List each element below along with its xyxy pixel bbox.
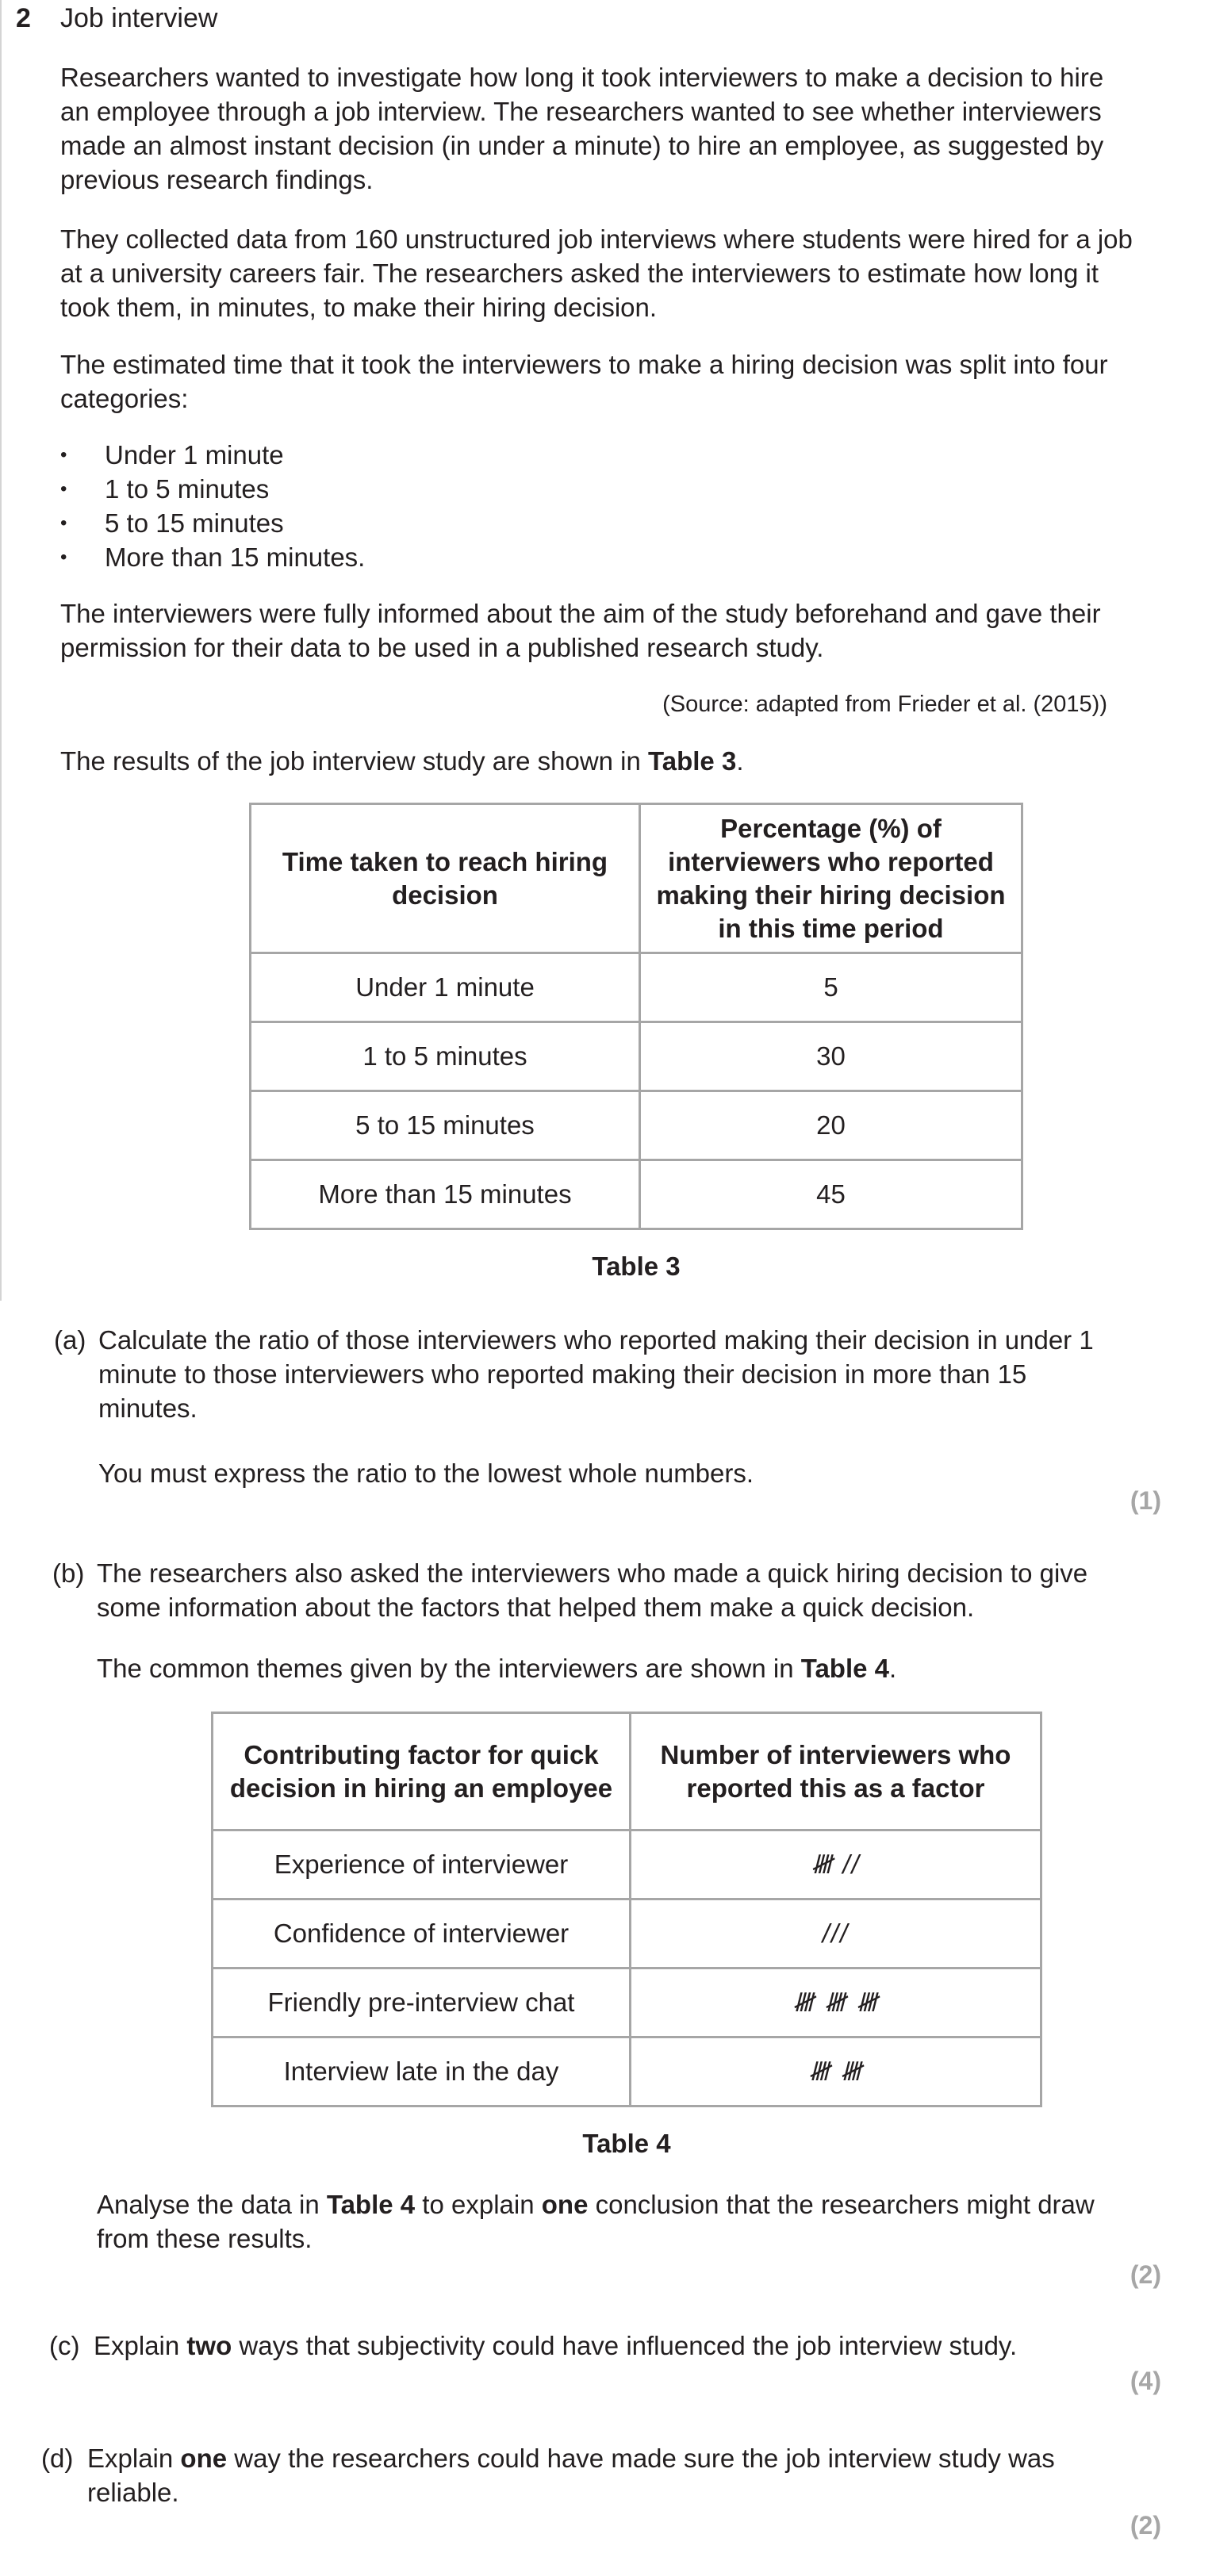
tally-marks: 𝍸 // <box>631 1830 1041 1899</box>
table-row: 5 to 15 minutes 20 <box>251 1091 1022 1160</box>
table-row: Experience of interviewer 𝍸 // <box>213 1830 1041 1899</box>
part-d-label: (d) <box>41 2444 74 2473</box>
table-4-caption: Table 4 <box>582 2129 671 2158</box>
table-row: Friendly pre-interview chat 𝍸 𝍸 𝍸 <box>213 1968 1041 2037</box>
part-a <box>54 1323 1117 1425</box>
list-item: • 5 to 15 minutes <box>60 506 365 540</box>
part-a-text: Calculate the ratio of those interviewers who reported making their decision in under 1 minute to those interviewers who reported making their decision in more than 15 minutes. <box>98 1325 1094 1423</box>
part-b-text: The researchers also asked the interviewers who made a quick hiring decision to give some information about the factors that helped them make a quick decision. <box>97 1558 1088 1622</box>
results-intro: The results of the job interview study are shown in Table 3. <box>60 746 744 776</box>
part-b <box>52 1556 1115 1624</box>
part-a-marks: (1) <box>1130 1486 1161 1515</box>
question-number: 2 <box>16 3 31 33</box>
tally-marks: /// <box>631 1899 1041 1968</box>
table-row: Under 1 minute 5 <box>251 953 1022 1022</box>
part-d-marks: (2) <box>1130 2511 1161 2540</box>
part-c-marks: (4) <box>1130 2367 1161 2395</box>
table-3-caption: Table 3 <box>592 1252 681 1281</box>
part-a-instruction: You must express the ratio to the lowest whole numbers. <box>98 1459 754 1488</box>
table-row: More than 15 minutes 45 <box>251 1160 1022 1229</box>
part-b-label: (b) <box>52 1558 85 1588</box>
tally-marks: 𝍸 𝍸 𝍸 <box>631 1968 1041 2037</box>
table-3-header-percentage: Percentage (%) of interviewers who reported making their hiring decision in this time period <box>640 804 1022 953</box>
part-d <box>41 2441 1072 2509</box>
table-4-header-factor: Contributing factor for quick decision in hiring an employee <box>213 1713 631 1830</box>
list-item: • 1 to 5 minutes <box>60 472 365 506</box>
intro-paragraph-1: Researchers wanted to investigate how long it took interviewers to make a decision to hire an employee through a job interview. The researchers wanted to see whether interviewers made an almost instant decision (in under a minute) to hire an employee, as suggested by previous research findings. <box>60 63 1104 194</box>
table-row: 1 to 5 minutes 30 <box>251 1022 1022 1091</box>
part-b-marks: (2) <box>1130 2260 1161 2289</box>
intro-paragraph-3: The estimated time that it took the interviewers to make a hiring decision was split into four categories: <box>60 350 1108 413</box>
table-row: Confidence of interviewer /// <box>213 1899 1041 1968</box>
table-4 <box>211 1712 1042 2107</box>
intro-paragraph-2: They collected data from 160 unstructured job interviews where students were hired for a job at a university careers fair. The researchers asked the interviewers to estimate how long it took them, in minutes, to make their hiring decision. <box>60 224 1133 322</box>
source-citation: (Source: adapted from Frieder et al. (2015)) <box>662 692 1107 717</box>
table-3 <box>249 803 1023 1230</box>
list-item: • Under 1 minute <box>60 438 365 472</box>
part-c-label: (c) <box>49 2331 80 2360</box>
consent-paragraph: The interviewers were fully informed about the aim of the study beforehand and gave their permission for their data to be used in a published research study. <box>60 599 1101 662</box>
list-item: • More than 15 minutes. <box>60 540 365 574</box>
table-4-intro: The common themes given by the interviewers are shown in Table 4. <box>97 1654 897 1683</box>
table-3-header-time: Time taken to reach hiring decision <box>251 804 640 953</box>
tally-marks: 𝍸 𝍸 <box>631 2037 1041 2106</box>
part-c <box>49 2329 1144 2363</box>
part-b-task: Analyse the data in Table 4 to explain one conclusion that the researchers might draw from these results. <box>97 2190 1095 2253</box>
part-d-text: Explain one way the researchers could have made sure the job interview study was reliable. <box>87 2444 1055 2507</box>
part-c-text: Explain two ways that subjectivity could have influenced the job interview study. <box>94 2331 1018 2360</box>
part-a-label: (a) <box>54 1325 86 1355</box>
table-row: Interview late in the day 𝍸 𝍸 <box>213 2037 1041 2106</box>
question-title: Job interview <box>60 3 218 33</box>
margin-rule <box>0 0 2 1301</box>
table-4-header-count: Number of interviewers who reported this as a factor <box>631 1713 1041 1830</box>
category-list <box>60 438 365 574</box>
